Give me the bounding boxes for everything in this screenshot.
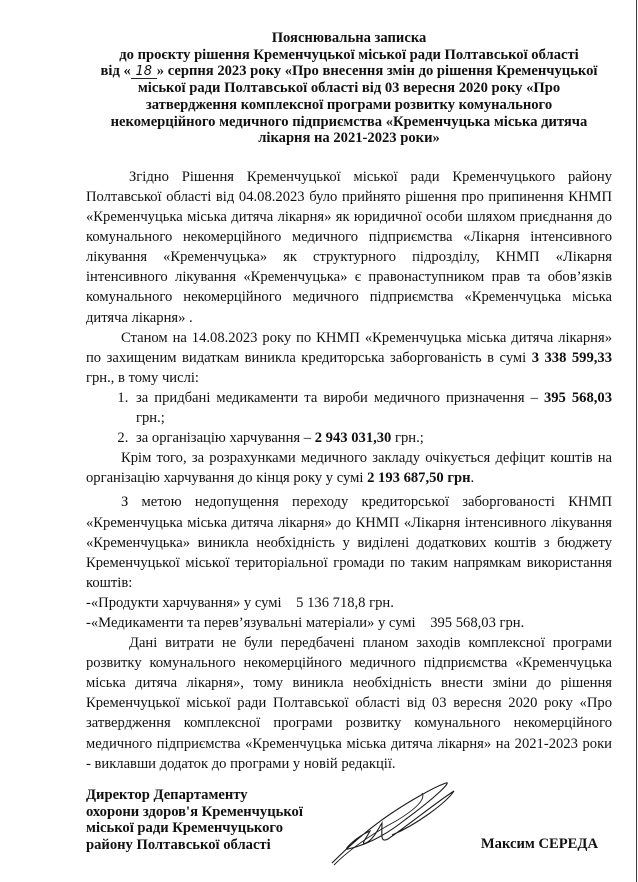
header-line-5: некомерційного медичного підприємства «Кременчуцька міська дитяча — [110, 113, 588, 130]
header-line-6: лікарня на 2021-2023 роки» — [258, 130, 440, 147]
signature-block — [86, 787, 612, 857]
funding-item: -«Продукти харчування» у сумі 5 136 718,8 грн. — [86, 594, 394, 611]
paragraph-purpose: З метою недопущення переходу кредиторської заборгованості КНМП «Кременчуцька міська дитяча лікарня» до КНМП «Лікарня інтенсивного лікування «Кременчуцька» виникла необхідність у виділені додаткових коштів з бюджету Кременчуцької міської територіальної громади по таким напрямкам використання коштів: — [86, 494, 612, 591]
debt-items-list — [86, 388, 612, 448]
header-line-2: від « 18 » серпня 2023 року «Про внесення змін до рішення Кременчуцької — [100, 63, 598, 80]
handwritten-signature — [326, 779, 456, 869]
signatory-name: Максим СЕРЕДА — [480, 836, 598, 852]
debt-item-amount: 395 568,03 — [543, 389, 612, 406]
total-debt-amount: 3 338 599,33 — [531, 349, 612, 366]
funding-amount: 395 568,03 грн. — [430, 614, 525, 631]
paragraph-conclusion: Дані витрати не були передбачені планом заходів комплексної програми розвитку комунального некомерційного медичного підприємства «Кременчуцька міська дитяча лікарня», тому виникла необхідність внести зміни до рішення Кременчуцької міської ради Полтавської області від 03 вересня 2020 року «Про затвердження комплексної програми розвитку комунального некомерційного медичного підприємства «Кременчуцька міська дитяча лікарня» на 2021-2023 роки - виклавши додаток до програми у новій редакції. — [86, 635, 612, 772]
document-title: Пояснювальна записка — [271, 30, 427, 46]
funding-item: -«Медикаменти та перев’язувальні матеріали» у сумі 395 568,03 грн. — [86, 614, 525, 631]
deficit-amount: 2 193 687,50 грн — [367, 470, 471, 487]
document-text — [86, 167, 612, 774]
page-edge-line — [636, 0, 637, 882]
funding-amount: 5 136 718,8 грн. — [296, 594, 394, 611]
document-header — [86, 30, 612, 147]
debt-item-amount: 2 943 031,30 — [314, 430, 392, 447]
header-line-1: до проєкту рішення Кременчуцької міської ради Полтавської області — [119, 46, 579, 63]
signatory-title: Директор Департаменту охорони здоров'я Кременчуцької міської ради Кременчуцького району Полтавської області — [86, 787, 303, 853]
paragraph-debt: Станом на 14.08.2023 року по КНМП «Кременчуцька міська дитяча лікарня» по захищеним видаткам виникла кредиторська заборгованість в сумі 3 338 599,33 грн., в тому числі: — [86, 329, 612, 386]
debt-item: 2. за організацію харчування – 2 943 031,30 грн.; — [132, 428, 612, 448]
handwritten-day: 18 — [131, 65, 157, 79]
paragraph-deficit: Крім того, за розрахунками медичного закладу очікується дефіцит коштів на організацію харчування до кінця року у сумі 2 193 687,50 грн. — [86, 450, 612, 487]
header-line-3: міської ради Полтавської області від 03 вересня 2020 року «Про — [137, 80, 561, 97]
paragraph-decision: Згідно Рішення Кременчуцької міської ради Кременчуцького району Полтавської області від 04.08.2023 було прийнято рішення про припинення КНМП «Кременчуцька міська дитяча лікарня» як юридичної особи шляхом приєднання до комунального некомерційного медичного підприємства «Лікарня інтенсивного лікування «Кременчуцька» як структурного підрозділу, КНМП «Лікарня інтенсивного лікування «Кременчуцька» є правонаступником прав та обов’язків комунального некомерційного медичного підприємства «Кременчуцька міська дитяча лікарня» . — [86, 168, 612, 326]
header-line-4: затвердження комплексної програми розвитку комунального — [145, 96, 553, 113]
document-body — [86, 30, 612, 774]
debt-item: 1. за придбані медикаменти та вироби медичного призначення – 395 568,03 грн.; — [132, 388, 612, 428]
